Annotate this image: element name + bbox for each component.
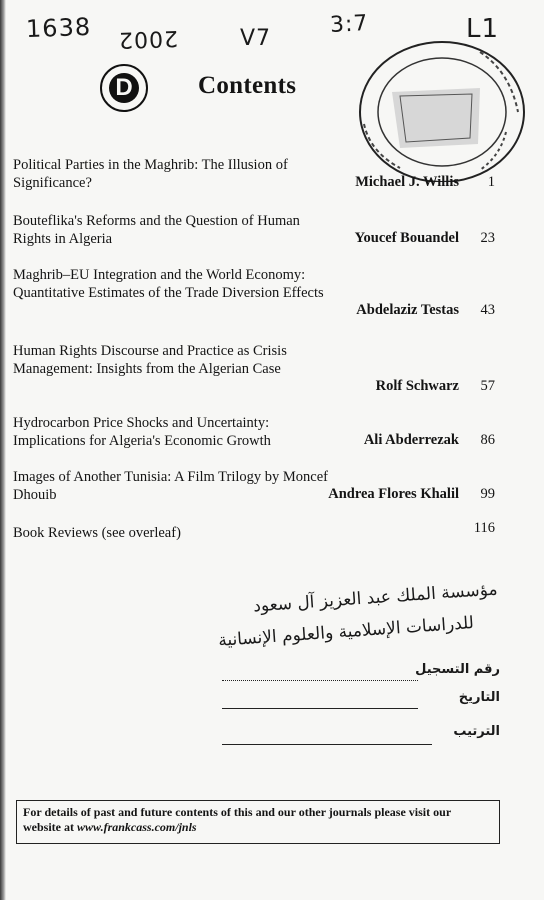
website-notice-box — [16, 800, 500, 844]
contents-entry — [13, 212, 495, 248]
handwritten-note: V7 — [240, 26, 272, 51]
article-title: Images of Another Tunisia: A Film Trilogy by Moncef Dhouib — [13, 469, 328, 503]
stamp-line: للدراسات الإسلامية والعلوم الإنسانية — [217, 613, 475, 651]
article-author: Rolf Schwarz — [375, 378, 459, 394]
page-number: 1 — [487, 174, 495, 190]
handwritten-note: 1638 — [25, 12, 92, 44]
stamp-field-label: التاريخ — [458, 690, 500, 705]
stamp-field-rule — [222, 744, 432, 745]
article-title: Maghrib–EU Integration and the World Economy: Quantitative Estimates of the Trade Diversion Effects — [13, 267, 324, 301]
website-notice — [23, 805, 491, 835]
page-number: 57 — [480, 378, 495, 394]
article-title: Hydrocarbon Price Shocks and Uncertainty: Implications for Algeria's Economic Growth — [13, 415, 271, 449]
contents-entry — [13, 414, 495, 450]
stamp-line: مؤسسة الملك عبد العزيز آل سعود — [252, 579, 499, 617]
article-title: Political Parties in the Maghrib: The Illusion of Significance? — [13, 157, 288, 191]
article-author: Abdelaziz Testas — [356, 302, 459, 318]
website-url: www.frankcass.com/jnls — [77, 820, 197, 834]
handwritten-note: L1 — [466, 14, 500, 44]
article-title: Book Reviews (see overleaf) — [13, 525, 181, 541]
page-number: 86 — [480, 432, 495, 448]
website-notice-text: For details of past and future contents of this and our other journals please visit our website at — [23, 805, 451, 834]
page-number: 23 — [480, 230, 495, 246]
logo-letter: D — [109, 73, 139, 103]
handwritten-note: 2002 — [117, 24, 179, 53]
page-number: 43 — [480, 302, 495, 318]
article-author: Andrea Flores Khalil — [328, 486, 459, 502]
page-number: 99 — [480, 486, 495, 502]
stamp-field-label: رقم التسجيل — [415, 662, 500, 677]
contents-entry — [13, 156, 495, 192]
article-title: Bouteflika's Reforms and the Question of Human Rights in Algeria — [13, 213, 300, 247]
handwritten-note: 3:7 — [329, 11, 370, 38]
page-number: 116 — [473, 520, 495, 536]
article-author: Michael J. Willis — [355, 174, 459, 190]
registration-stamp — [204, 579, 504, 762]
contents-entry — [13, 342, 495, 394]
scan-edge — [0, 0, 6, 900]
publisher-logo — [100, 64, 148, 112]
article-author: Youcef Bouandel — [354, 230, 459, 246]
contents-entry — [13, 266, 495, 318]
stamp-field-label: الترتيب — [453, 724, 500, 739]
article-author: Ali Abderrezak — [363, 432, 459, 448]
contents-entry — [13, 520, 495, 542]
contents-entry — [13, 468, 495, 504]
stamp-field-rule — [222, 708, 418, 709]
page-title: Contents — [198, 72, 297, 99]
stamp-field-rule — [222, 680, 418, 681]
article-title: Human Rights Discourse and Practice as Crisis Management: Insights from the Algerian Case — [13, 343, 287, 377]
